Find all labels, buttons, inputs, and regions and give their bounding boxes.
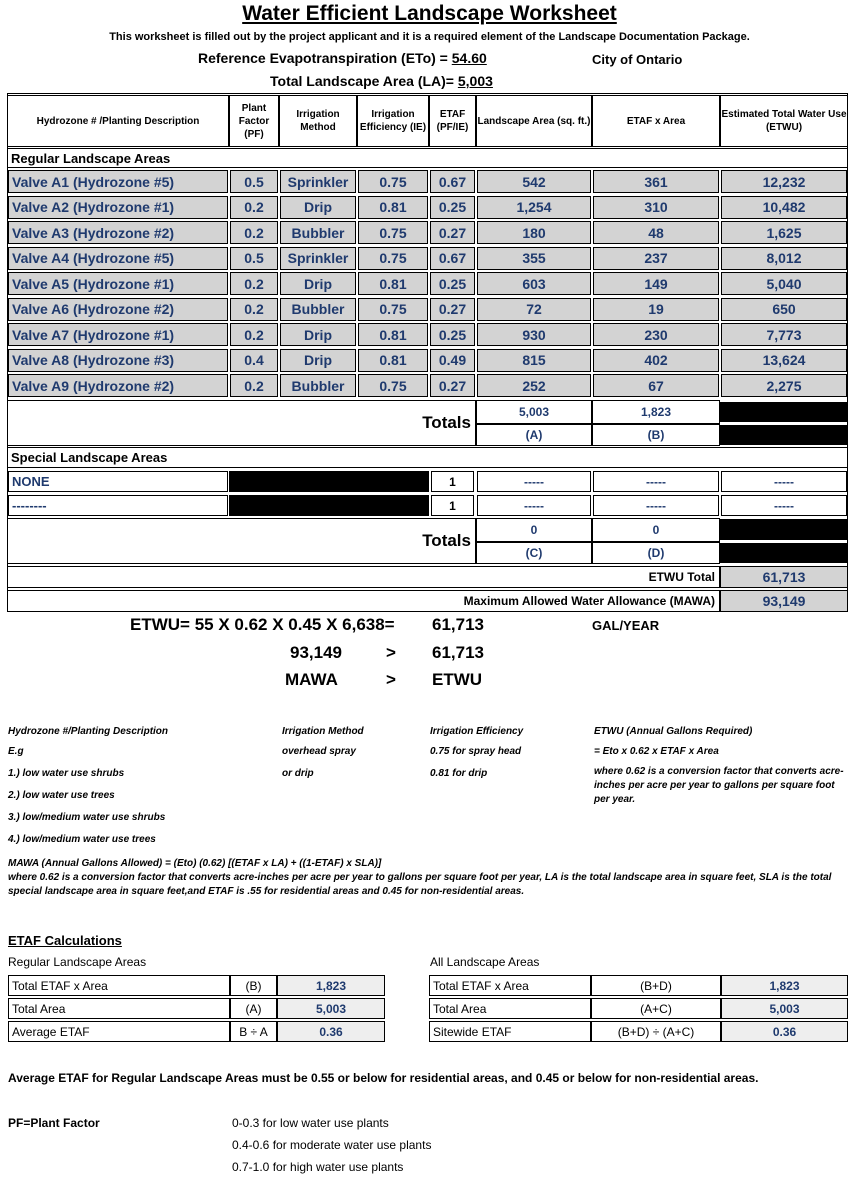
totals-area-value: 5,003 bbox=[476, 400, 592, 424]
cell-irrigation-efficiency: 0.75 bbox=[358, 247, 428, 270]
cell-landscape-area: 542 bbox=[477, 170, 591, 193]
cell-irrigation-efficiency: 0.81 bbox=[358, 349, 428, 372]
etaf-row-label: Total ETAF x Area bbox=[429, 975, 591, 996]
eto-label: Reference Evapotranspiration (ETo) = bbox=[198, 50, 448, 66]
cell-irrigation-method: Drip bbox=[280, 323, 356, 346]
mawa-label: Maximum Allowed Water Allowance (MAWA) bbox=[7, 590, 720, 612]
compare-op-2: > bbox=[386, 670, 396, 689]
cell-description: Valve A1 (Hydrozone #5) bbox=[8, 170, 228, 193]
etaf-row-ref: (A) bbox=[230, 998, 277, 1019]
cell-etaf-x-area: 237 bbox=[593, 247, 719, 270]
special-etaf-area: ----- bbox=[593, 471, 719, 492]
etaf-row-ref: B ÷ A bbox=[230, 1021, 277, 1042]
cell-irrigation-method: Sprinkler bbox=[280, 170, 356, 193]
etaf-row-ref: (A+C) bbox=[591, 998, 721, 1019]
cell-plant-factor: 0.2 bbox=[230, 374, 278, 397]
etwu-formula-result: 61,713 bbox=[432, 615, 484, 634]
cell-landscape-area: 930 bbox=[477, 323, 591, 346]
col-header-description: Hydrozone # /Planting Description bbox=[7, 95, 229, 147]
cell-description: Valve A8 (Hydrozone #3) bbox=[8, 349, 228, 372]
etaf-row-value: 1,823 bbox=[277, 975, 385, 996]
la-label: Total Landscape Area (LA)= bbox=[270, 73, 454, 89]
totals-regular-label: Totals bbox=[422, 413, 471, 432]
cell-etwu: 13,624 bbox=[721, 349, 847, 372]
cell-etwu: 8,012 bbox=[721, 247, 847, 270]
totals-etwu-blank-2 bbox=[720, 425, 848, 445]
etaf-row-value: 0.36 bbox=[721, 1021, 848, 1042]
cell-plant-factor: 0.2 bbox=[230, 298, 278, 321]
special-etaf: 1 bbox=[431, 471, 474, 492]
special-area: ----- bbox=[477, 471, 591, 492]
cell-etaf: 0.49 bbox=[430, 349, 475, 372]
etaf-statement: Average ETAF for Regular Landscape Areas must be 0.55 or below for residential areas, and 0.45 or below for non-residential areas. bbox=[8, 1071, 759, 1085]
cell-etaf-x-area: 402 bbox=[593, 349, 719, 372]
cell-etaf: 0.25 bbox=[430, 196, 475, 219]
cell-plant-factor: 0.5 bbox=[230, 170, 278, 193]
col-header-plant-factor: Plant Factor (PF) bbox=[229, 95, 279, 147]
city-label: City of Ontario bbox=[592, 52, 683, 67]
special-totals-area-tag: (C) bbox=[476, 542, 592, 564]
cell-etwu: 7,773 bbox=[721, 323, 847, 346]
note-4-line: where 0.62 is a conversion factor that converts acre-inches per acre per year to gallons per square foot per year. bbox=[594, 766, 844, 805]
note-1 bbox=[8, 725, 258, 847]
cell-irrigation-method: Drip bbox=[280, 349, 356, 372]
note-1-line: 4.) low/medium water use trees bbox=[8, 834, 156, 845]
special-area: ----- bbox=[477, 495, 591, 516]
etaf-title: ETAF Calculations bbox=[8, 933, 122, 948]
etaf-row-label: Total ETAF x Area bbox=[8, 975, 230, 996]
cell-landscape-area: 180 bbox=[477, 221, 591, 244]
cell-etaf-x-area: 67 bbox=[593, 374, 719, 397]
note-1-line: 3.) low/medium water use shrubs bbox=[8, 812, 166, 823]
note-3-line: 0.75 for spray head bbox=[430, 746, 522, 757]
special-etwu: ----- bbox=[721, 471, 847, 492]
cell-plant-factor: 0.2 bbox=[230, 221, 278, 244]
cell-landscape-area: 355 bbox=[477, 247, 591, 270]
mawa-value: 93,149 bbox=[720, 590, 848, 612]
etaf-row-ref: (B+D) ÷ (A+C) bbox=[591, 1021, 721, 1042]
etwu-total-label: ETWU Total bbox=[7, 566, 720, 588]
special-totals-blank-1 bbox=[720, 519, 848, 540]
special-blank bbox=[229, 471, 429, 492]
totals-etaf-area-tag: (B) bbox=[592, 424, 720, 446]
note-4-line: = Eto x 0.62 x ETAF x Area bbox=[594, 746, 719, 757]
compare-op-1: > bbox=[386, 643, 396, 662]
note-3-title: Irrigation Efficiency bbox=[430, 726, 524, 737]
cell-etaf: 0.67 bbox=[430, 170, 475, 193]
pf-line: 0-0.3 for low water use plants bbox=[232, 1116, 389, 1130]
cell-etwu: 650 bbox=[721, 298, 847, 321]
special-etaf: 1 bbox=[431, 495, 474, 516]
note-3 bbox=[430, 725, 580, 781]
cell-description: Valve A5 (Hydrozone #1) bbox=[8, 272, 228, 295]
special-totals-blank-2 bbox=[720, 543, 848, 563]
totals-regular-label-cell bbox=[7, 400, 476, 446]
cell-irrigation-method: Drip bbox=[280, 272, 356, 295]
etwu-unit: GAL/YEAR bbox=[592, 618, 660, 633]
compare-left-name: MAWA bbox=[285, 670, 338, 689]
etaf-row-value: 0.36 bbox=[277, 1021, 385, 1042]
cell-etaf: 0.67 bbox=[430, 247, 475, 270]
note-1-line: E.g bbox=[8, 746, 24, 757]
note-4-title: ETWU (Annual Gallons Required) bbox=[594, 726, 753, 737]
cell-irrigation-method: Sprinkler bbox=[280, 247, 356, 270]
cell-plant-factor: 0.2 bbox=[230, 196, 278, 219]
cell-etaf: 0.25 bbox=[430, 323, 475, 346]
etaf-row-ref: (B+D) bbox=[591, 975, 721, 996]
cell-irrigation-method: Bubbler bbox=[280, 221, 356, 244]
note-2-line: overhead spray bbox=[282, 746, 356, 757]
note-5-text: where 0.62 is a conversion factor that converts acre-inches per acre per year to gallons per square foot per year, LA is the total landscape area in square feet, SLA is the total special landscape area in square feet,and ETAF is .55 for residential areas and 0.45 for non-residential areas. bbox=[8, 872, 832, 897]
compare-right-value: 61,713 bbox=[432, 643, 484, 662]
cell-irrigation-efficiency: 0.81 bbox=[358, 323, 428, 346]
la-value: 5,003 bbox=[457, 73, 493, 89]
cell-irrigation-efficiency: 0.81 bbox=[358, 272, 428, 295]
note-1-line: 1.) low water use shrubs bbox=[8, 768, 125, 779]
totals-etaf-area-value: 1,823 bbox=[592, 400, 720, 424]
note-5-title: MAWA (Annual Gallons Allowed) = (Eto) (0.62) [(ETAF x LA) + ((1-ETAF) x SLA)] bbox=[8, 858, 382, 869]
cell-irrigation-method: Drip bbox=[280, 196, 356, 219]
cell-description: Valve A7 (Hydrozone #1) bbox=[8, 323, 228, 346]
note-2-line: or drip bbox=[282, 768, 314, 779]
special-etaf-area: ----- bbox=[593, 495, 719, 516]
compare-left-value: 93,149 bbox=[290, 643, 342, 662]
totals-special-label-cell bbox=[7, 518, 476, 564]
totals-etwu-blank-1 bbox=[720, 402, 848, 422]
col-header-etwu: Estimated Total Water Use (ETWU) bbox=[720, 95, 848, 147]
cell-etaf: 0.27 bbox=[430, 221, 475, 244]
cell-irrigation-efficiency: 0.75 bbox=[358, 298, 428, 321]
cell-irrigation-method: Bubbler bbox=[280, 298, 356, 321]
etaf-row-label: Sitewide ETAF bbox=[429, 1021, 591, 1042]
special-blank bbox=[229, 495, 429, 516]
cell-irrigation-efficiency: 0.75 bbox=[358, 374, 428, 397]
cell-etaf: 0.27 bbox=[430, 298, 475, 321]
cell-etaf-x-area: 230 bbox=[593, 323, 719, 346]
cell-description: Valve A3 (Hydrozone #2) bbox=[8, 221, 228, 244]
cell-landscape-area: 603 bbox=[477, 272, 591, 295]
etwu-total-value: 61,713 bbox=[720, 566, 848, 588]
note-1-title: Hydrozone #/Planting Description bbox=[8, 726, 169, 737]
etaf-row-value: 5,003 bbox=[721, 998, 848, 1019]
cell-irrigation-efficiency: 0.75 bbox=[358, 170, 428, 193]
col-header-irrigation-method: Irrigation Method bbox=[279, 95, 357, 147]
note-3-line: 0.81 for drip bbox=[430, 768, 488, 779]
etaf-regular-title: Regular Landscape Areas bbox=[8, 955, 147, 969]
etwu-formula: ETWU= 55 X 0.62 X 0.45 X 6,638= bbox=[130, 615, 395, 634]
page-subtitle: This worksheet is filled out by the project applicant and it is a required element of the Landscape Documentation Package. bbox=[109, 31, 750, 43]
cell-etwu: 2,275 bbox=[721, 374, 847, 397]
col-header-landscape-area: Landscape Area (sq. ft.) bbox=[476, 95, 592, 147]
special-totals-area-value: 0 bbox=[476, 518, 592, 542]
note-4 bbox=[594, 725, 844, 807]
special-description: NONE bbox=[8, 471, 228, 492]
cell-irrigation-method: Bubbler bbox=[280, 374, 356, 397]
page-title: Water Efficient Landscape Worksheet bbox=[242, 2, 617, 25]
eto-line bbox=[198, 50, 487, 66]
cell-landscape-area: 815 bbox=[477, 349, 591, 372]
pf-line: 0.4-0.6 for moderate water use plants bbox=[232, 1138, 432, 1152]
cell-plant-factor: 0.2 bbox=[230, 323, 278, 346]
cell-etaf: 0.27 bbox=[430, 374, 475, 397]
cell-description: Valve A2 (Hydrozone #1) bbox=[8, 196, 228, 219]
cell-landscape-area: 252 bbox=[477, 374, 591, 397]
col-header-etaf-x-area: ETAF x Area bbox=[592, 95, 720, 147]
etaf-row-label: Total Area bbox=[8, 998, 230, 1019]
cell-description: Valve A9 (Hydrozone #2) bbox=[8, 374, 228, 397]
cell-plant-factor: 0.4 bbox=[230, 349, 278, 372]
pf-label: PF=Plant Factor bbox=[8, 1116, 100, 1130]
eto-value: 54.60 bbox=[451, 50, 487, 66]
etaf-row-value: 1,823 bbox=[721, 975, 848, 996]
col-header-irrigation-efficiency: Irrigation Efficiency (IE) bbox=[357, 95, 429, 147]
cell-plant-factor: 0.2 bbox=[230, 272, 278, 295]
regular-areas-label: Regular Landscape Areas bbox=[7, 148, 848, 168]
etaf-row-ref: (B) bbox=[230, 975, 277, 996]
cell-etaf-x-area: 310 bbox=[593, 196, 719, 219]
cell-description: Valve A4 (Hydrozone #5) bbox=[8, 247, 228, 270]
cell-landscape-area: 1,254 bbox=[477, 196, 591, 219]
etaf-row-label: Average ETAF bbox=[8, 1021, 230, 1042]
note-2 bbox=[282, 725, 422, 781]
cell-etwu: 1,625 bbox=[721, 221, 847, 244]
cell-etaf-x-area: 48 bbox=[593, 221, 719, 244]
cell-landscape-area: 72 bbox=[477, 298, 591, 321]
special-etwu: ----- bbox=[721, 495, 847, 516]
note-1-line: 2.) low water use trees bbox=[8, 790, 115, 801]
cell-etaf: 0.25 bbox=[430, 272, 475, 295]
cell-etaf-x-area: 19 bbox=[593, 298, 719, 321]
pf-line: 0.7-1.0 for high water use plants bbox=[232, 1160, 404, 1174]
col-header-etaf: ETAF (PF/IE) bbox=[429, 95, 476, 147]
cell-etaf-x-area: 361 bbox=[593, 170, 719, 193]
cell-etwu: 10,482 bbox=[721, 196, 847, 219]
totals-special-label: Totals bbox=[422, 531, 471, 550]
compare-right-name: ETWU bbox=[432, 670, 483, 689]
la-line bbox=[270, 73, 493, 89]
etaf-row-label: Total Area bbox=[429, 998, 591, 1019]
cell-etaf-x-area: 149 bbox=[593, 272, 719, 295]
special-totals-etaf-area-tag: (D) bbox=[592, 542, 720, 564]
special-totals-etaf-area-value: 0 bbox=[592, 518, 720, 542]
special-description: -------- bbox=[8, 495, 228, 516]
note-2-title: Irrigation Method bbox=[282, 726, 364, 737]
cell-etwu: 12,232 bbox=[721, 170, 847, 193]
cell-plant-factor: 0.5 bbox=[230, 247, 278, 270]
cell-etwu: 5,040 bbox=[721, 272, 847, 295]
etaf-all-title: All Landscape Areas bbox=[430, 955, 540, 969]
etaf-row-value: 5,003 bbox=[277, 998, 385, 1019]
special-areas-label: Special Landscape Areas bbox=[7, 447, 848, 468]
cell-irrigation-efficiency: 0.81 bbox=[358, 196, 428, 219]
totals-area-tag: (A) bbox=[476, 424, 592, 446]
cell-irrigation-efficiency: 0.75 bbox=[358, 221, 428, 244]
cell-description: Valve A6 (Hydrozone #2) bbox=[8, 298, 228, 321]
note-5 bbox=[8, 857, 848, 899]
